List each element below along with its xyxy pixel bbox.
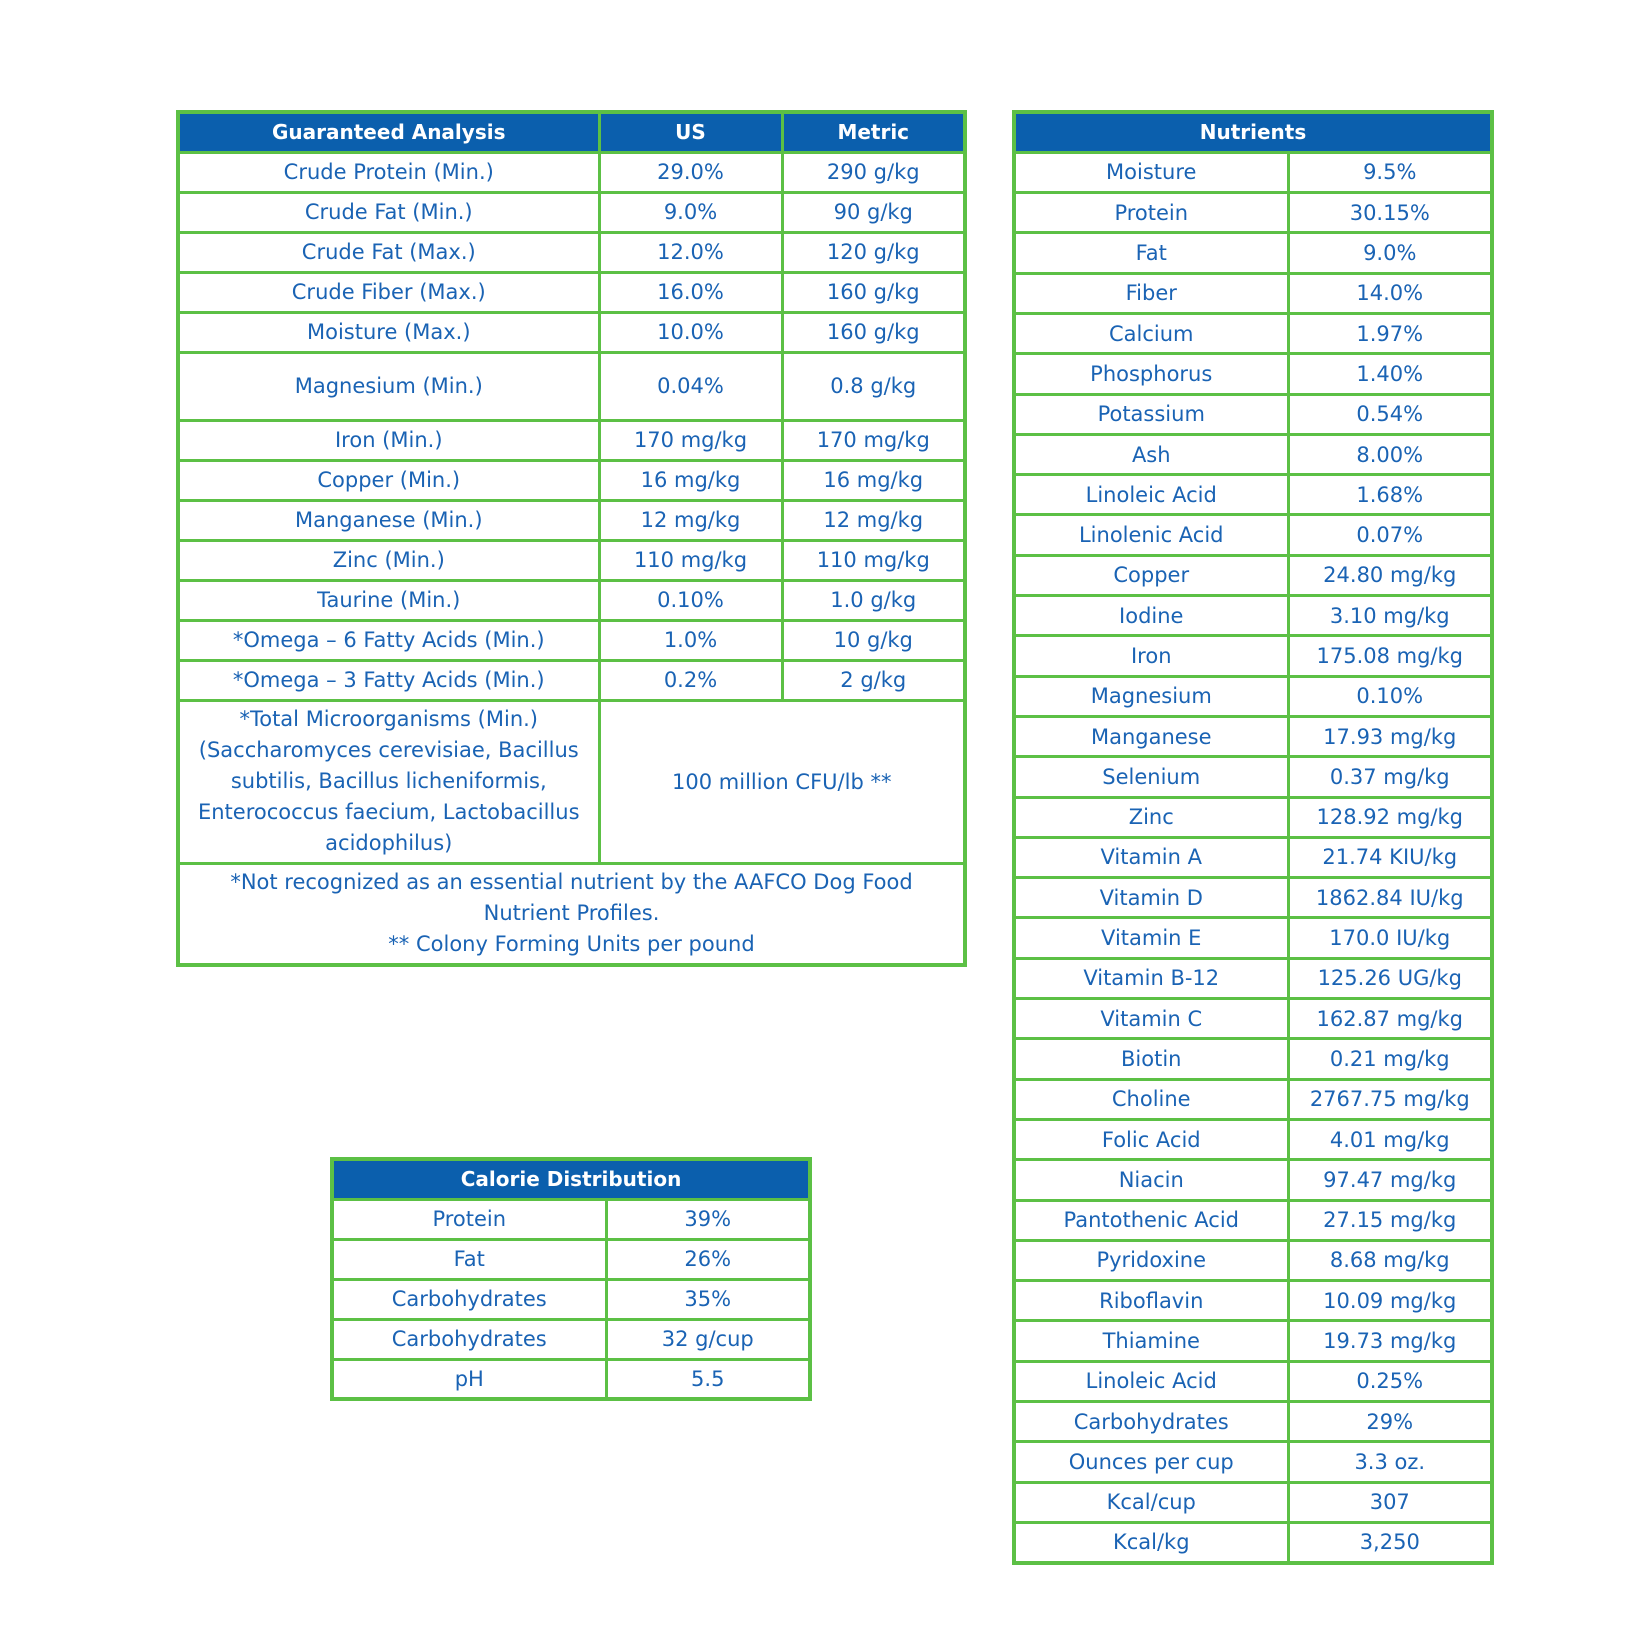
row-label: Iodine: [1014, 596, 1288, 636]
row-value: 160 g/kg: [782, 272, 965, 312]
microorganisms-value: 100 million CFU/lb **: [599, 700, 965, 863]
row-value: 5.5: [606, 1359, 810, 1399]
row-label: Linolenic Acid: [1014, 515, 1288, 555]
header-metric: Metric: [782, 112, 965, 152]
row-value: 16.0%: [599, 272, 782, 312]
row-value: 32 g/cup: [606, 1319, 810, 1359]
row-value: 1862.84 IU/kg: [1288, 878, 1492, 918]
row-value: 16 mg/kg: [782, 460, 965, 500]
row-label: Thiamine: [1014, 1321, 1288, 1361]
row-label: Manganese (Min.): [178, 500, 599, 540]
row-label: *Omega – 3 Fatty Acids (Min.): [178, 660, 599, 700]
row-label: pH: [332, 1359, 606, 1399]
footnotes-cell: [178, 863, 965, 965]
table-row: [1014, 1079, 1492, 1119]
row-value: 3.10 mg/kg: [1288, 596, 1492, 636]
table-row: [1014, 152, 1492, 192]
row-label: Moisture (Max.): [178, 312, 599, 352]
row-value: 1.68%: [1288, 475, 1492, 515]
row-value: 30.15%: [1288, 193, 1492, 233]
row-value: 17.93 mg/kg: [1288, 716, 1492, 756]
nutrients-table: [1012, 110, 1494, 1565]
table-row: [1014, 1442, 1492, 1482]
row-label: Vitamin A: [1014, 837, 1288, 877]
table-row: [1014, 1119, 1492, 1159]
row-label: Zinc (Min.): [178, 540, 599, 580]
row-value: 0.04%: [599, 352, 782, 420]
row-label: Ash: [1014, 434, 1288, 474]
row-value: 0.10%: [599, 580, 782, 620]
table-row: [1014, 1522, 1492, 1562]
row-value: 0.8 g/kg: [782, 352, 965, 420]
row-value: 8.68 mg/kg: [1288, 1240, 1492, 1280]
row-value: 0.07%: [1288, 515, 1492, 555]
row-value: 1.0 g/kg: [782, 580, 965, 620]
row-value: 120 g/kg: [782, 232, 965, 272]
header-calorie-distribution: Calorie Distribution: [332, 1159, 810, 1199]
row-value: 12 mg/kg: [599, 500, 782, 540]
table-row: [178, 152, 965, 192]
row-label: Selenium: [1014, 757, 1288, 797]
row-value: 35%: [606, 1279, 810, 1319]
table-row: [1014, 354, 1492, 394]
table-row: [1014, 1039, 1492, 1079]
row-value: 0.37 mg/kg: [1288, 757, 1492, 797]
row-value: 110 mg/kg: [599, 540, 782, 580]
row-value: 3.3 oz.: [1288, 1442, 1492, 1482]
table-row: [1014, 434, 1492, 474]
table-row: [1014, 273, 1492, 313]
table-row: [1014, 1321, 1492, 1361]
row-value: 8.00%: [1288, 434, 1492, 474]
row-label: Riboflavin: [1014, 1281, 1288, 1321]
row-value: 0.2%: [599, 660, 782, 700]
table-row: [332, 1359, 810, 1399]
table-row: [1014, 1160, 1492, 1200]
row-value: 170 mg/kg: [599, 420, 782, 460]
table-row: [178, 272, 965, 312]
row-value: 0.54%: [1288, 394, 1492, 434]
row-label: Fat: [1014, 233, 1288, 273]
table-row: [1014, 1402, 1492, 1442]
row-value: 162.87 mg/kg: [1288, 999, 1492, 1039]
row-label: Vitamin B-12: [1014, 958, 1288, 998]
footnote-aafco: *Not recognized as an essential nutrient by the AAFCO Dog Food Nutrient Profiles.: [230, 870, 913, 926]
row-label: Folic Acid: [1014, 1119, 1288, 1159]
row-label: Carbohydrates: [332, 1319, 606, 1359]
table-row: [1014, 676, 1492, 716]
table-row: [1014, 555, 1492, 595]
table-row: [332, 1239, 810, 1279]
row-label: Pantothenic Acid: [1014, 1200, 1288, 1240]
table-row: [1014, 596, 1492, 636]
row-value: 1.97%: [1288, 313, 1492, 353]
row-label: Crude Fat (Max.): [178, 232, 599, 272]
table-row: [1014, 958, 1492, 998]
row-value: 10 g/kg: [782, 620, 965, 660]
table-row: [1014, 1281, 1492, 1321]
row-value: 0.21 mg/kg: [1288, 1039, 1492, 1079]
row-label: Linoleic Acid: [1014, 475, 1288, 515]
row-value: 128.92 mg/kg: [1288, 797, 1492, 837]
table-row: [1014, 636, 1492, 676]
row-value: 290 g/kg: [782, 152, 965, 192]
row-value: 14.0%: [1288, 273, 1492, 313]
row-label: Moisture: [1014, 152, 1288, 192]
table-row: [1014, 1240, 1492, 1280]
table-header-row: [332, 1159, 810, 1199]
table-row-footnotes: [178, 863, 965, 965]
calorie-distribution-table: [330, 1157, 812, 1401]
row-value: 10.0%: [599, 312, 782, 352]
row-label: Magnesium: [1014, 676, 1288, 716]
table-row: [1014, 1361, 1492, 1401]
footnote-cfu: ** Colony Forming Units per pound: [388, 932, 755, 957]
row-label: Choline: [1014, 1079, 1288, 1119]
table-row: [178, 620, 965, 660]
table-row: [178, 352, 965, 420]
row-value: 1.0%: [599, 620, 782, 660]
row-value: 170.0 IU/kg: [1288, 918, 1492, 958]
row-value: 19.73 mg/kg: [1288, 1321, 1492, 1361]
row-value: 21.74 KIU/kg: [1288, 837, 1492, 877]
row-value: 9.5%: [1288, 152, 1492, 192]
row-label: Ounces per cup: [1014, 1442, 1288, 1482]
row-label: Protein: [1014, 193, 1288, 233]
row-label: Iron (Min.): [178, 420, 599, 460]
row-value: 9.0%: [1288, 233, 1492, 273]
row-value: 97.47 mg/kg: [1288, 1160, 1492, 1200]
row-value: 16 mg/kg: [599, 460, 782, 500]
table-header-row: [1014, 112, 1492, 152]
row-label: Niacin: [1014, 1160, 1288, 1200]
table-row: [1014, 716, 1492, 756]
table-row: [332, 1279, 810, 1319]
row-value: 4.01 mg/kg: [1288, 1119, 1492, 1159]
row-label: Crude Protein (Min.): [178, 152, 599, 192]
row-label: Carbohydrates: [1014, 1402, 1288, 1442]
row-value: 0.25%: [1288, 1361, 1492, 1401]
table-row: [178, 660, 965, 700]
row-label: Carbohydrates: [332, 1279, 606, 1319]
row-value: 175.08 mg/kg: [1288, 636, 1492, 676]
row-value: 125.26 UG/kg: [1288, 958, 1492, 998]
row-label: Copper: [1014, 555, 1288, 595]
guaranteed-analysis-table: [176, 110, 967, 967]
table-row: [1014, 313, 1492, 353]
table-row: [1014, 1482, 1492, 1522]
row-value: 2767.75 mg/kg: [1288, 1079, 1492, 1119]
table-row-microorganisms: [178, 700, 965, 863]
row-label: Biotin: [1014, 1039, 1288, 1079]
row-value: 307: [1288, 1482, 1492, 1522]
row-value: 12 mg/kg: [782, 500, 965, 540]
row-label: Linoleic Acid: [1014, 1361, 1288, 1401]
row-value: 12.0%: [599, 232, 782, 272]
table-row: [1014, 233, 1492, 273]
table-row: [178, 312, 965, 352]
row-value: 160 g/kg: [782, 312, 965, 352]
table-row: [178, 500, 965, 540]
row-value: 26%: [606, 1239, 810, 1279]
table-row: [178, 420, 965, 460]
table-row: [178, 192, 965, 232]
row-label: Zinc: [1014, 797, 1288, 837]
row-label: Pyridoxine: [1014, 1240, 1288, 1280]
header-guaranteed-analysis: Guaranteed Analysis: [178, 112, 599, 152]
table-row: [178, 580, 965, 620]
table-row: [178, 460, 965, 500]
row-value: 0.10%: [1288, 676, 1492, 716]
calorie-distribution-rows: [332, 1199, 810, 1399]
row-value: 2 g/kg: [782, 660, 965, 700]
row-label: Calcium: [1014, 313, 1288, 353]
row-value: 29%: [1288, 1402, 1492, 1442]
microorganisms-label: *Total Microorganisms (Min.) (Saccharomyces cerevisiae, Bacillus subtilis, Bacillus licheniformis, Enterococcus faecium, Lactobacillus acidophilus): [178, 700, 599, 863]
table-row: [332, 1319, 810, 1359]
row-label: Vitamin D: [1014, 878, 1288, 918]
header-nutrients: Nutrients: [1014, 112, 1492, 152]
row-label: Fat: [332, 1239, 606, 1279]
nutrients-rows: [1014, 152, 1492, 1562]
row-label: Iron: [1014, 636, 1288, 676]
table-row: [332, 1199, 810, 1239]
row-label: Vitamin C: [1014, 999, 1288, 1039]
row-label: Phosphorus: [1014, 354, 1288, 394]
row-value: 24.80 mg/kg: [1288, 555, 1492, 595]
table-row: [178, 540, 965, 580]
table-row: [1014, 1200, 1492, 1240]
header-us: US: [599, 112, 782, 152]
row-value: 27.15 mg/kg: [1288, 1200, 1492, 1240]
table-row: [1014, 475, 1492, 515]
row-label: Potassium: [1014, 394, 1288, 434]
table-row: [1014, 797, 1492, 837]
table-header-row: [178, 112, 965, 152]
row-label: Kcal/kg: [1014, 1522, 1288, 1562]
table-row: [178, 232, 965, 272]
row-value: 90 g/kg: [782, 192, 965, 232]
table-row: [1014, 757, 1492, 797]
row-label: Crude Fiber (Max.): [178, 272, 599, 312]
row-value: 3,250: [1288, 1522, 1492, 1562]
table-row: [1014, 918, 1492, 958]
row-value: 29.0%: [599, 152, 782, 192]
row-value: 39%: [606, 1199, 810, 1239]
row-label: Manganese: [1014, 716, 1288, 756]
table-row: [1014, 515, 1492, 555]
row-label: Fiber: [1014, 273, 1288, 313]
table-row: [1014, 837, 1492, 877]
row-value: 110 mg/kg: [782, 540, 965, 580]
table-row: [1014, 193, 1492, 233]
table-row: [1014, 878, 1492, 918]
row-label: Vitamin E: [1014, 918, 1288, 958]
row-value: 170 mg/kg: [782, 420, 965, 460]
row-label: Taurine (Min.): [178, 580, 599, 620]
row-value: 9.0%: [599, 192, 782, 232]
row-label: Copper (Min.): [178, 460, 599, 500]
table-row: [1014, 999, 1492, 1039]
row-label: Magnesium (Min.): [178, 352, 599, 420]
row-value: 1.40%: [1288, 354, 1492, 394]
row-value: 10.09 mg/kg: [1288, 1281, 1492, 1321]
row-label: Protein: [332, 1199, 606, 1239]
row-label: *Omega – 6 Fatty Acids (Min.): [178, 620, 599, 660]
table-row: [1014, 394, 1492, 434]
guaranteed-analysis-rows: [178, 152, 965, 700]
row-label: Crude Fat (Min.): [178, 192, 599, 232]
row-label: Kcal/cup: [1014, 1482, 1288, 1522]
